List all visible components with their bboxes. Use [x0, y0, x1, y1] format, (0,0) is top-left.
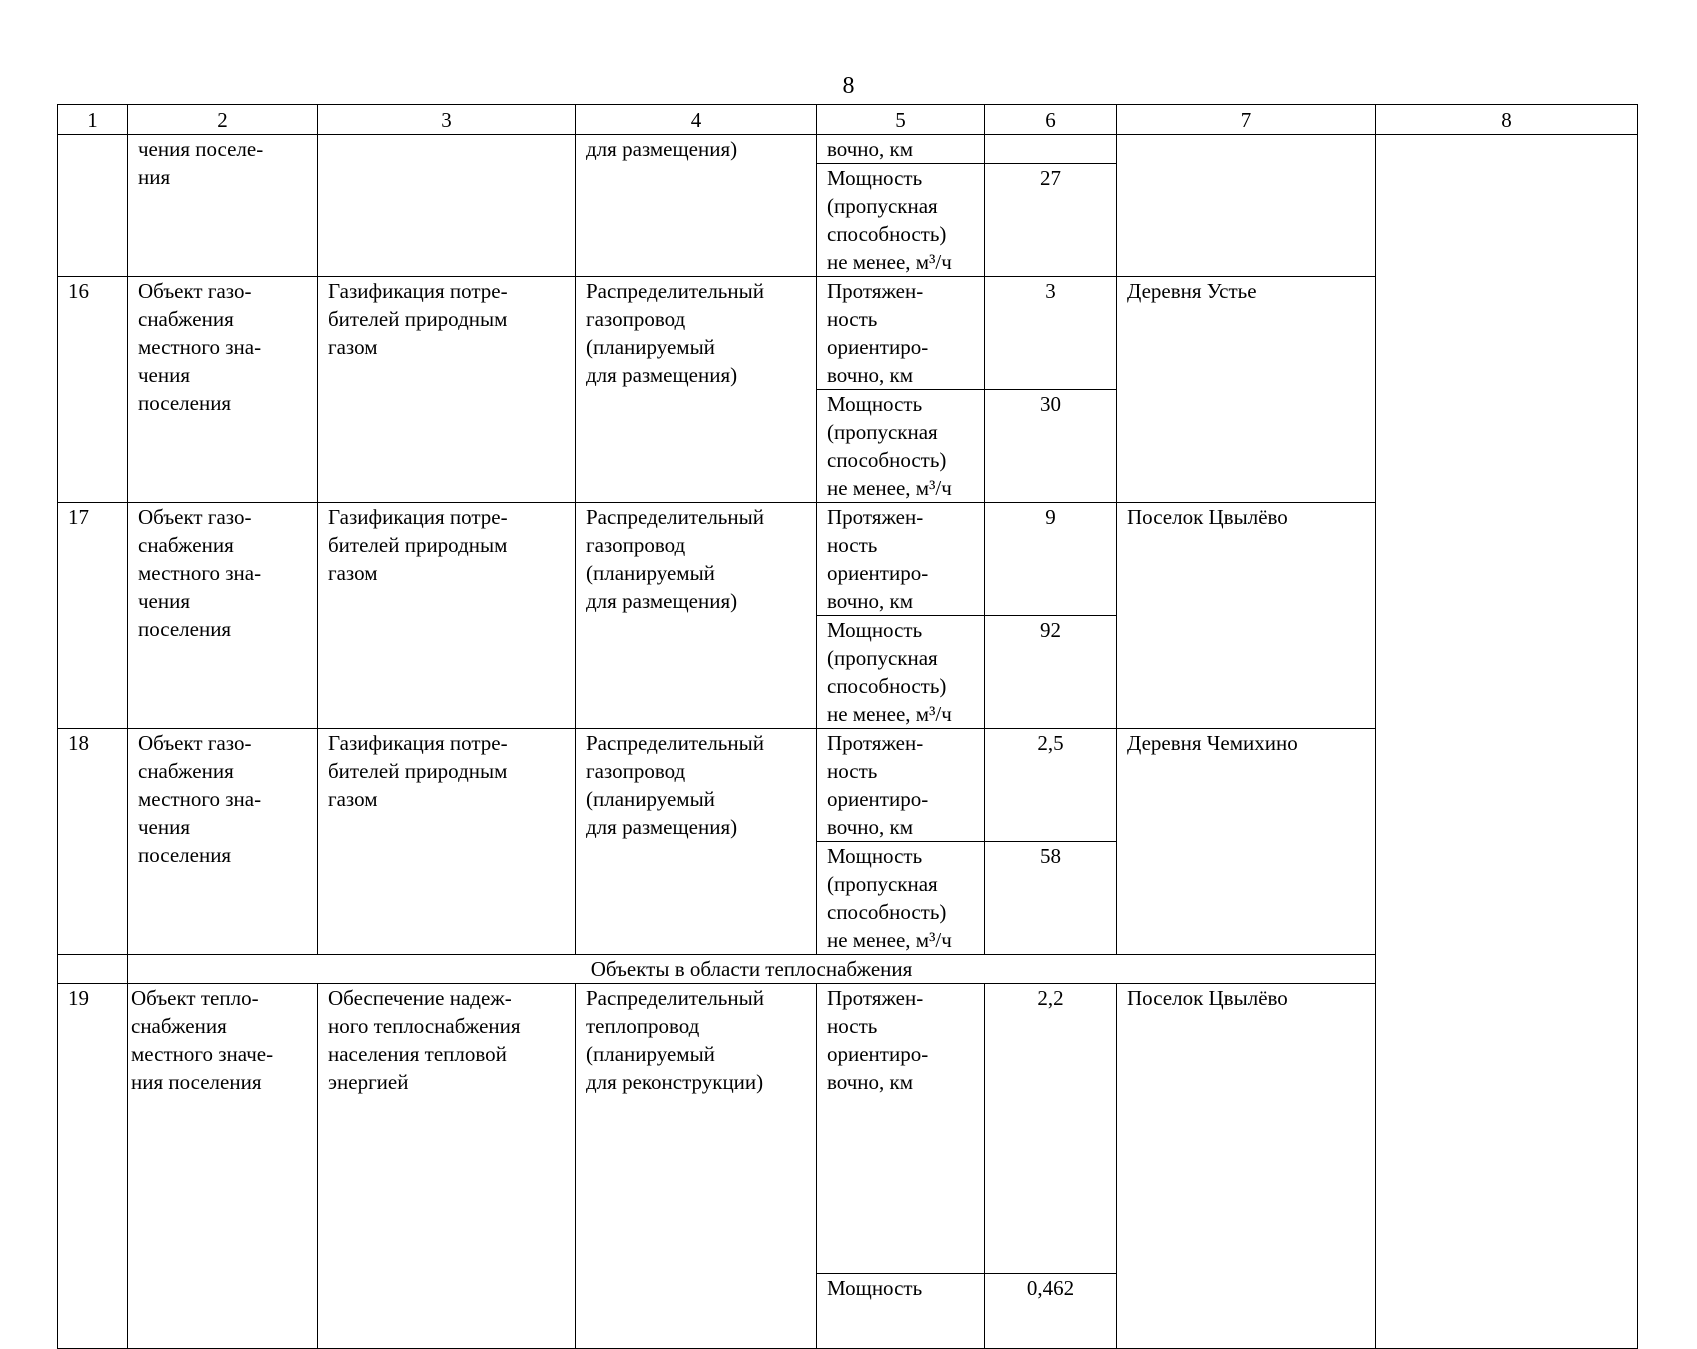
cell-zones-merged — [1376, 135, 1638, 1349]
header-row — [58, 105, 1638, 135]
cell-purpose: Газификация потре- бителей природным газом — [318, 277, 576, 503]
cell-param-value: 0,462 — [985, 1274, 1117, 1349]
cell-no: 19 — [58, 984, 128, 1349]
cell-object: Объект газо- снабжения местного зна- чения поселения — [128, 729, 318, 955]
cell-purpose — [318, 135, 576, 277]
cell-param-label: Протяжен- ность ориентиро- вочно, км — [817, 503, 985, 616]
cell-no: 16 — [58, 277, 128, 503]
cell-param-value — [985, 135, 1117, 164]
header-col-6: 6 — [985, 105, 1117, 135]
cell-type: Распределительный газопровод (планируемый для размещения) — [576, 503, 817, 729]
cell-param-label: Мощность (пропускная способность) не менее, м³/ч — [817, 842, 985, 955]
cell-type: Распределительный газопровод (планируемый для размещения) — [576, 277, 817, 503]
cell-location: Поселок Цвылёво — [1117, 503, 1376, 729]
cell-param-label: Протяжен- ность ориентиро- вочно, км — [817, 984, 985, 1274]
cell-purpose: Обеспечение надеж- ного теплоснабжения населения тепловой энергией — [318, 984, 576, 1349]
cell-param-label: вочно, км — [817, 135, 985, 164]
cell-no — [58, 135, 128, 277]
cell-object: Объект газо- снабжения местного зна- чения поселения — [128, 503, 318, 729]
cell-param-label: Протяжен- ность ориентиро- вочно, км — [817, 277, 985, 390]
section-no-cell — [58, 955, 128, 984]
header-col-4: 4 — [576, 105, 817, 135]
cell-object: Объект тепло- снабжения местного значе- ния поселения — [128, 984, 318, 1349]
cell-location: Деревня Устье — [1117, 277, 1376, 503]
cell-param-value: 2,5 — [985, 729, 1117, 842]
cell-param-label: Мощность (пропускная способность) не менее, м³/ч — [817, 390, 985, 503]
cell-param-value: 3 — [985, 277, 1117, 390]
cell-param-value: 2,2 — [985, 984, 1117, 1274]
header-col-5: 5 — [817, 105, 985, 135]
cell-location: Деревня Чемихино — [1117, 729, 1376, 955]
cell-object: чения поселе- ния — [128, 135, 318, 277]
cell-param-value: 9 — [985, 503, 1117, 616]
header-col-3: 3 — [318, 105, 576, 135]
cell-param-value: 30 — [985, 390, 1117, 503]
cell-param-label: Мощность (пропускная способность) не менее, м³/ч — [817, 616, 985, 729]
cell-purpose: Газификация потре- бителей природным газом — [318, 729, 576, 955]
cell-param-value: 27 — [985, 164, 1117, 277]
header-col-8: 8 — [1376, 105, 1638, 135]
planning-table — [57, 104, 1638, 1349]
cell-location: Поселок Цвылёво — [1117, 984, 1376, 1349]
header-col-1: 1 — [58, 105, 128, 135]
cell-param-label: Протяжен- ность ориентиро- вочно, км — [817, 729, 985, 842]
page-number: 8 — [842, 73, 855, 99]
cell-purpose: Газификация потре- бителей природным газом — [318, 503, 576, 729]
cell-no: 17 — [58, 503, 128, 729]
cell-param-label: Мощность (пропускная способность) не менее, м³/ч — [817, 164, 985, 277]
cell-location — [1117, 135, 1376, 277]
header-col-2: 2 — [128, 105, 318, 135]
cell-param-value: 58 — [985, 842, 1117, 955]
cell-type: Распределительный газопровод (планируемый для размещения) — [576, 729, 817, 955]
section-title: Объекты в области теплоснабжения — [128, 955, 1376, 984]
table-row-continuation — [58, 135, 1638, 164]
cell-param-label: Мощность — [817, 1274, 985, 1349]
cell-type: для размещения) — [576, 135, 817, 277]
cell-param-value: 92 — [985, 616, 1117, 729]
cell-object: Объект газо- снабжения местного зна- чения поселения — [128, 277, 318, 503]
cell-type: Распределительный теплопровод (планируемый для реконструкции) — [576, 984, 817, 1349]
cell-no: 18 — [58, 729, 128, 955]
header-col-7: 7 — [1117, 105, 1376, 135]
